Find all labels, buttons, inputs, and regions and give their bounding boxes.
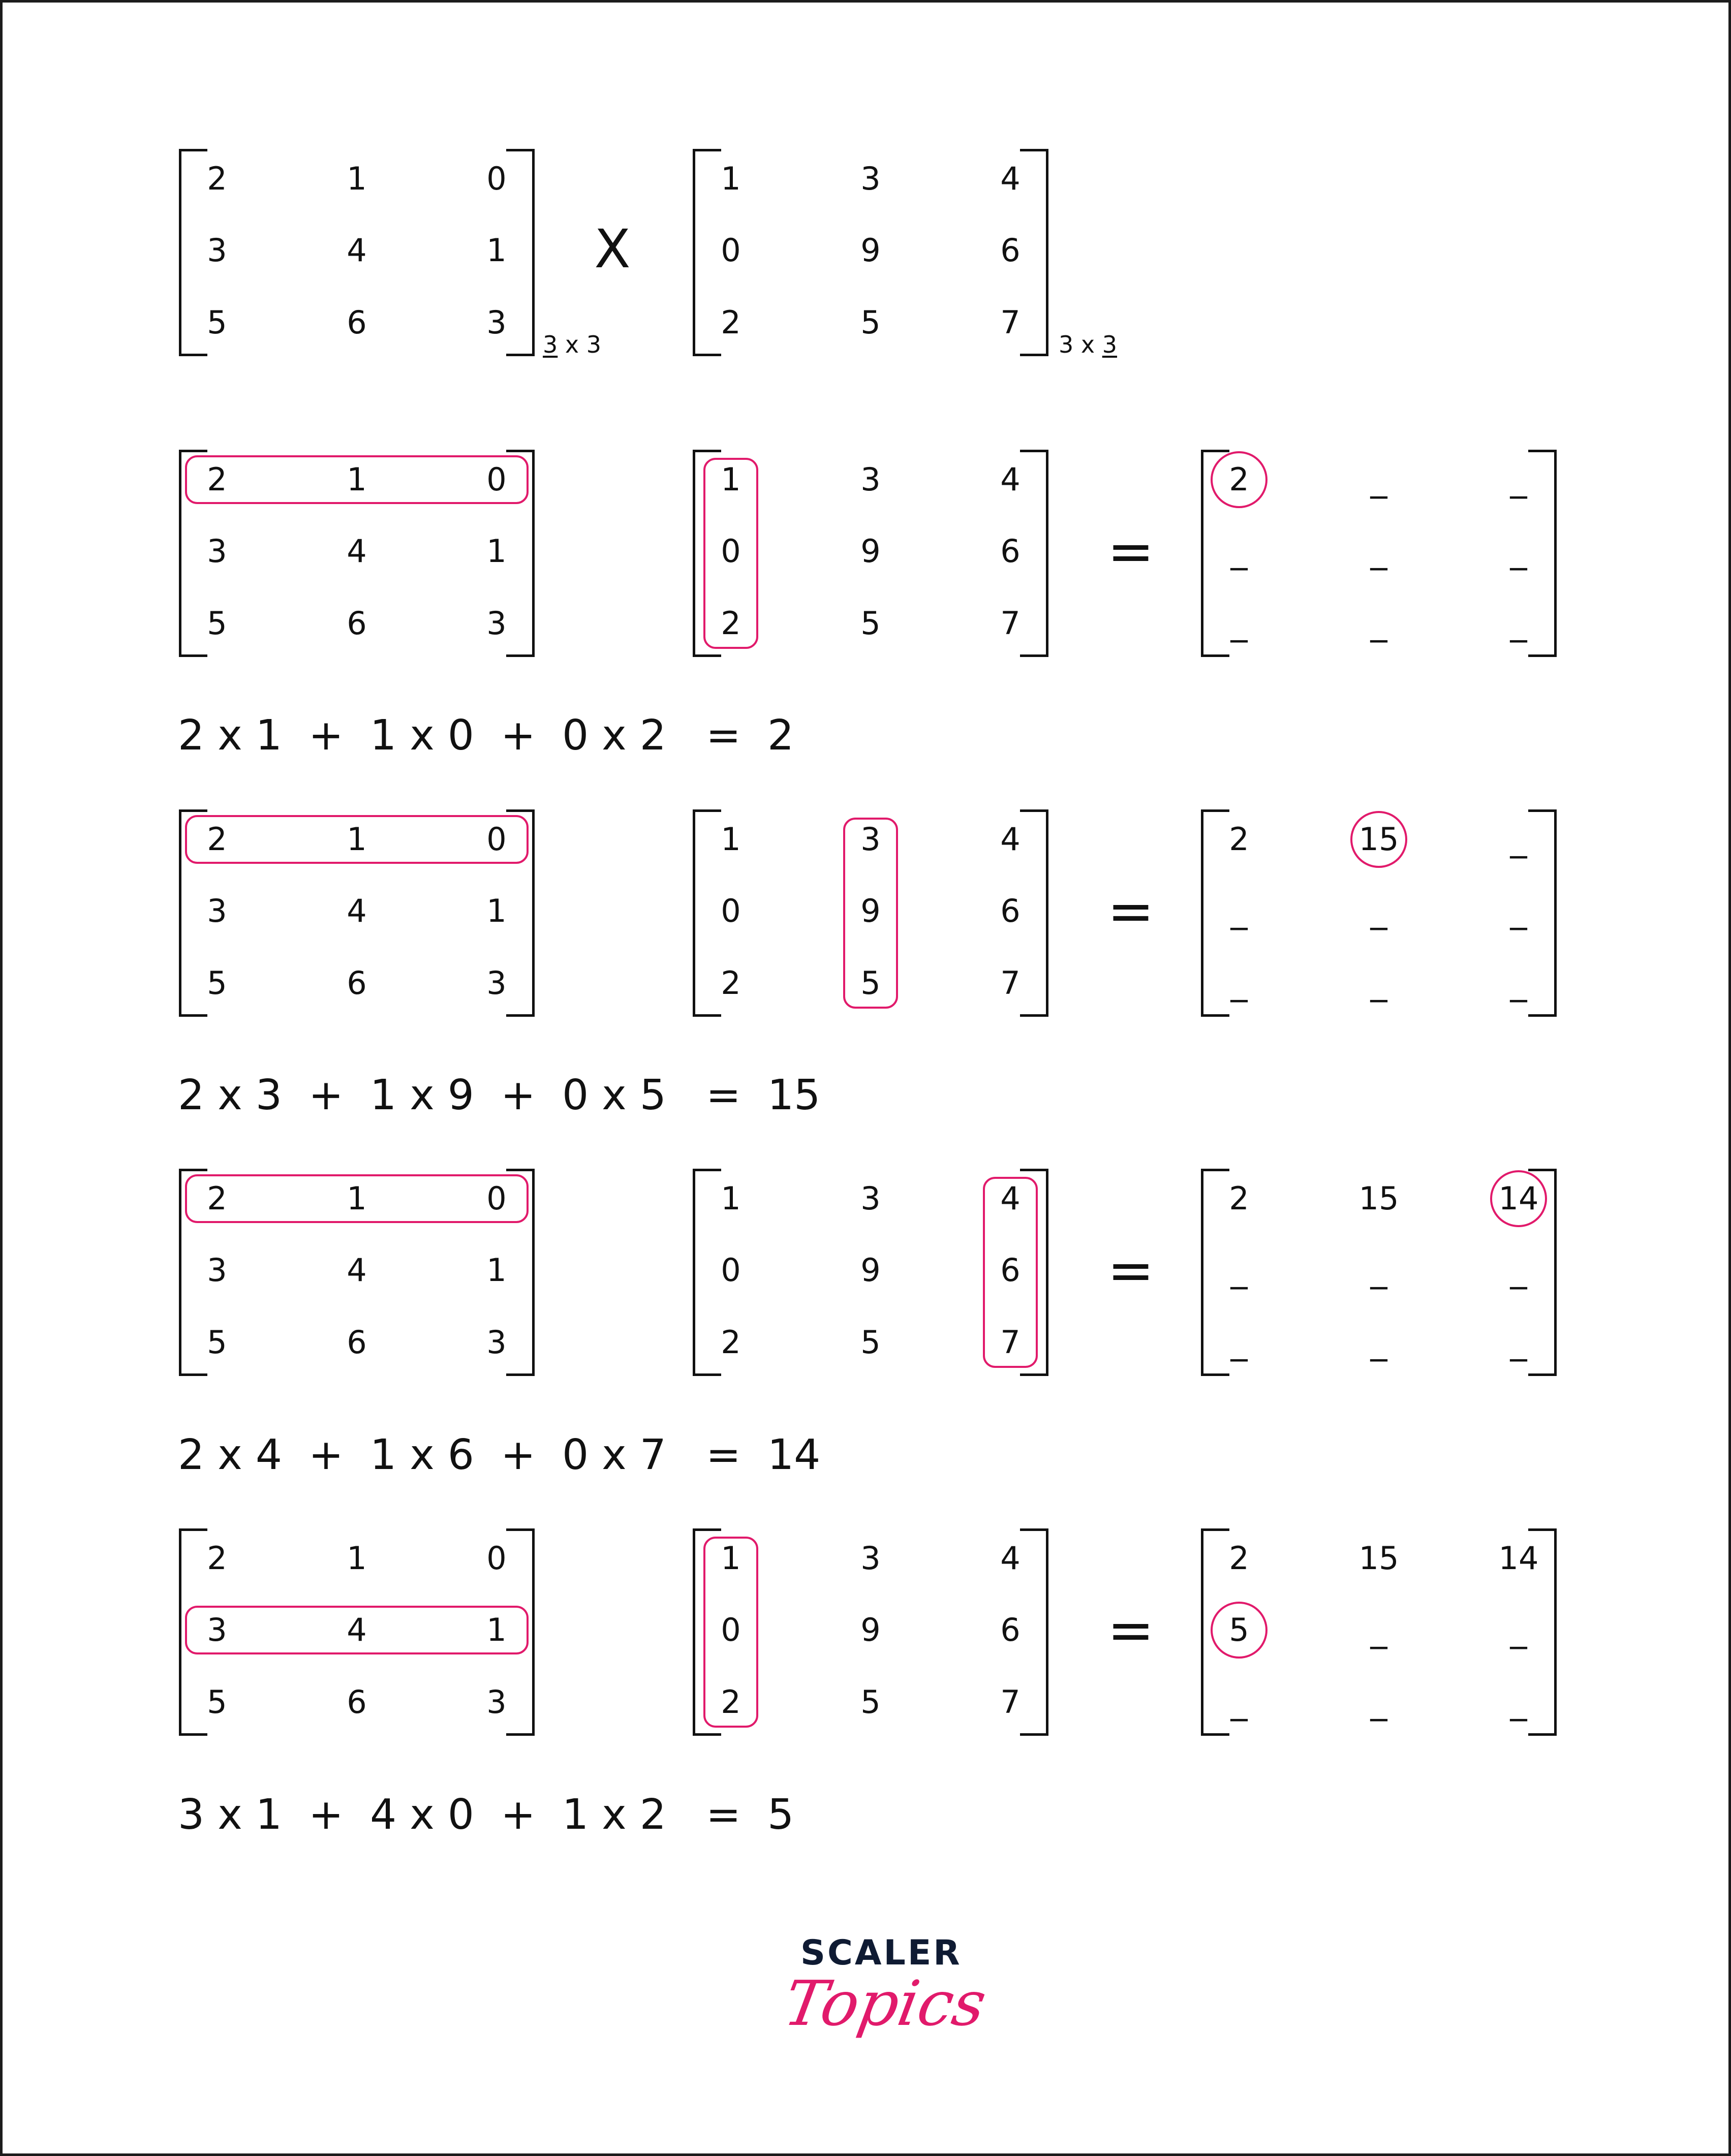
step-equation: 3 x 1 + 4 x 0 + 1 x 2 = 5 [178,1791,794,1839]
matrix-cell: _ [1370,1610,1387,1649]
matrix-cell: 3 [486,1683,507,1721]
matrix-cell: _ [1370,532,1387,571]
matrix-cell: 14 [1498,1180,1539,1217]
matrix-cell: 2 [1229,461,1249,498]
matrix-cell: 4 [1000,821,1021,858]
matrix-cell: 0 [721,1611,741,1648]
matrix-cell: 1 [721,160,741,197]
matrix-cell: 4 [347,892,367,929]
matrix-cell: 7 [1000,1683,1021,1721]
matrix-cell: 4 [1000,1180,1021,1217]
matrix-cell: 4 [347,1252,367,1289]
matrix-cell: 6 [347,304,367,341]
dimension-rows: 3 [1059,331,1074,358]
result-matrix [1201,1169,1557,1376]
matrix-cell: 3 [860,821,881,858]
matrix-cell: 5 [860,1324,881,1361]
equals-sign: = [1107,519,1155,584]
matrix-cell: 1 [486,892,507,929]
equals-sign: = [1107,1238,1155,1303]
matrix-cell: 2 [1229,1180,1249,1217]
highlight-circle [1211,451,1268,508]
matrix-cell: _ [1370,1323,1387,1362]
matrix-cell: _ [1510,460,1527,499]
dimension-cols: 3 [1102,331,1118,358]
dimension-label [543,333,601,356]
highlight-row [185,455,529,504]
matrix-cell: 1 [486,1252,507,1289]
matrix-cell: _ [1510,1251,1527,1290]
matrix-cell: 3 [207,232,227,269]
matrix-cell: 3 [486,304,507,341]
matrix-cell: 1 [347,160,367,197]
matrix-cell: 14 [1498,1540,1539,1577]
matrix-cell: 3 [860,461,881,498]
matrix-cell: 1 [347,1540,367,1577]
matrix-cell: 1 [486,232,507,269]
step-equation: 2 x 1 + 1 x 0 + 0 x 2 = 2 [178,711,794,760]
matrix-cell: 3 [207,892,227,929]
matrix-cell: 3 [860,160,881,197]
matrix-cell: 15 [1358,1540,1399,1577]
matrix-cell: _ [1510,532,1527,571]
matrix-cell: 9 [860,1252,881,1289]
matrix-cell: 2 [721,605,741,642]
matrix-cell: _ [1370,963,1387,1003]
matrix-cell: 9 [860,232,881,269]
matrix-cell: 6 [347,964,367,1002]
highlight-row [185,1606,529,1654]
matrix-cell: 2 [207,1180,227,1217]
matrix-cell: 2 [207,160,227,197]
matrix-cell: 0 [721,892,741,929]
matrix-cell: _ [1370,604,1387,643]
matrix-cell: 3 [486,1324,507,1361]
matrix-cell: 5 [207,304,227,341]
matrix-cell: 1 [486,1611,507,1648]
dimension-rows: 3 [543,331,558,358]
matrix-cell: 0 [486,1180,507,1217]
matrix-cell: 6 [347,1683,367,1721]
matrix-cell: 6 [1000,533,1021,570]
highlight-column [703,458,758,649]
dimension-label [1059,333,1117,356]
matrix-cell: 0 [721,232,741,269]
matrix-cell: 6 [347,605,367,642]
matrix-b [693,450,1048,657]
matrix-cell: 1 [721,461,741,498]
matrix-cell: 7 [1000,304,1021,341]
matrix-cell: 0 [486,461,507,498]
matrix-cell: 5 [207,605,227,642]
matrix-cell: 2 [1229,1540,1249,1577]
matrix-cell: 1 [486,533,507,570]
matrix-cell: _ [1370,1251,1387,1290]
matrix-cell: 0 [721,533,741,570]
matrix-cell: _ [1370,891,1387,930]
matrix-cell: _ [1230,604,1248,643]
matrix-cell: 9 [860,533,881,570]
matrix-cell: 1 [721,1180,741,1217]
matrix-cell: 7 [1000,964,1021,1002]
step-equation: 2 x 3 + 1 x 9 + 0 x 5 = 15 [178,1071,821,1119]
matrix-cell: 0 [486,160,507,197]
dimension-cols: 3 [586,331,602,358]
matrix-b [693,149,1048,356]
matrix-cell: _ [1230,1251,1248,1290]
dimension-sep: x [1073,331,1102,358]
matrix-cell: _ [1510,891,1527,930]
matrix-cell: 5 [860,1683,881,1721]
matrix-a [179,809,535,1017]
matrix-cell: 6 [1000,1252,1021,1289]
matrix-cell: 1 [721,821,741,858]
matrix-cell: 3 [486,605,507,642]
logo-text-scaler: SCALER [800,1933,962,1973]
matrix-cell: 3 [207,1252,227,1289]
matrix-cell: 1 [721,1540,741,1577]
matrix-cell: 3 [486,964,507,1002]
matrix-b [693,809,1048,1017]
matrix-cell: 0 [486,821,507,858]
matrix-cell: 3 [207,1611,227,1648]
matrix-cell: 2 [207,1540,227,1577]
matrix-cell: 4 [347,232,367,269]
matrix-cell: 15 [1358,821,1399,858]
result-matrix [1201,809,1557,1017]
matrix-a [179,1169,535,1376]
matrix-cell: 7 [1000,605,1021,642]
highlight-row [185,1174,529,1223]
matrix-cell: _ [1510,1610,1527,1649]
matrix-cell: 3 [207,533,227,570]
matrix-cell: 5 [1229,1611,1249,1648]
multiply-sign: X [594,218,631,280]
matrix-cell: _ [1510,604,1527,643]
result-matrix [1201,1528,1557,1736]
matrix-cell: 4 [347,1611,367,1648]
matrix-cell: 2 [1229,821,1249,858]
matrix-cell: 6 [347,1324,367,1361]
matrix-cell: 5 [860,964,881,1002]
highlight-circle [1211,1602,1268,1659]
logo-text-topics: Topics [779,1967,992,2040]
highlight-column [703,1537,758,1728]
matrix-cell: 1 [347,1180,367,1217]
result-matrix [1201,450,1557,657]
matrix-cell: 0 [721,1252,741,1289]
matrix-cell: 9 [860,1611,881,1648]
matrix-cell: 2 [207,461,227,498]
matrix-cell: 5 [207,1683,227,1721]
matrix-cell: _ [1230,1323,1248,1362]
matrix-cell: 1 [347,461,367,498]
matrix-cell: 4 [1000,1540,1021,1577]
matrix-cell: 2 [721,964,741,1002]
matrix-cell: _ [1230,1682,1248,1722]
dimension-sep: x [558,331,586,358]
matrix-cell: 4 [1000,160,1021,197]
matrix-a [179,450,535,657]
matrix-cell: 2 [721,1683,741,1721]
matrix-cell: _ [1370,460,1387,499]
matrix-cell: 6 [1000,232,1021,269]
matrix-cell: 2 [721,1324,741,1361]
matrix-cell: 15 [1358,1180,1399,1217]
matrix-cell: 7 [1000,1324,1021,1361]
matrix-cell: 0 [486,1540,507,1577]
equals-sign: = [1107,1598,1155,1663]
matrix-cell: _ [1230,963,1248,1003]
matrix-cell: 4 [347,533,367,570]
matrix-cell: 9 [860,892,881,929]
matrix-b [693,1169,1048,1376]
matrix-cell: 5 [860,605,881,642]
matrix-cell: _ [1370,1682,1387,1722]
matrix-cell: _ [1230,891,1248,930]
matrix-cell: 2 [721,304,741,341]
matrix-cell: 5 [207,1324,227,1361]
matrix-cell: 1 [347,821,367,858]
equals-sign: = [1107,879,1155,944]
matrix-cell: 5 [860,304,881,341]
highlight-circle [1490,1170,1547,1227]
matrix-cell: 6 [1000,892,1021,929]
step-equation: 2 x 4 + 1 x 6 + 0 x 7 = 14 [178,1431,821,1479]
matrix-cell: 2 [207,821,227,858]
matrix-cell: 4 [1000,461,1021,498]
scaler-topics-logo [779,1931,992,2063]
matrix-cell: _ [1510,820,1527,859]
matrix-cell: _ [1510,1323,1527,1362]
matrix-cell: 5 [207,964,227,1002]
matrix-cell: _ [1510,1682,1527,1722]
matrix-cell: 3 [860,1180,881,1217]
matrix-cell: 3 [860,1540,881,1577]
matrix-a [179,149,535,356]
matrix-a [179,1528,535,1736]
highlight-circle [1350,811,1407,868]
highlight-row [185,815,529,864]
matrix-cell: _ [1510,963,1527,1003]
matrix-cell: _ [1230,532,1248,571]
highlight-column [843,818,898,1009]
matrix-cell: 6 [1000,1611,1021,1648]
matrix-b [693,1528,1048,1736]
highlight-column [983,1177,1038,1368]
